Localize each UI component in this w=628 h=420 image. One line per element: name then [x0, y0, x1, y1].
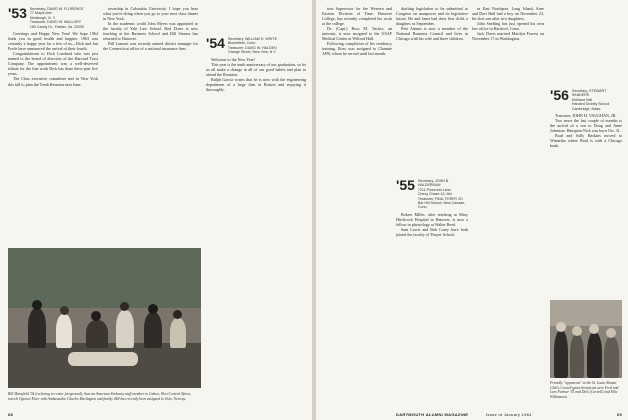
- class-header-1955: [396, 178, 468, 210]
- class-notes-text: in East Northport, Long Island, Arne and Dort Hall had a boy on November 23, his first son after two daughters. John Snelling has just opened his own law office in Hartford, Conn. Jack Davis married Marilyn Forrest on November 17 in Washington.: [472, 6, 544, 42]
- class-notes-column-1: [322, 6, 392, 406]
- class-notes-column-2: [103, 6, 198, 246]
- class-header-1954: [206, 36, 306, 55]
- class-1956-column: [550, 88, 622, 298]
- class-officers: Secretary, DAVID W. FLORENCE 77 Maple Ave. Newburgh, N. Y. Treasurer, DAVID W. MALLORY 169 Candy Dr., Fairfax, Va. 22030: [29, 7, 84, 29]
- class-officers: Secretary, JOHN B. HALDERMAN 7211 Pinecrest Lane Chevy Chase 15, Md. Treasurer, PAUL FERRY 2D Bar Hill School, New Canaan, Conn.: [417, 179, 466, 210]
- magazine-title-footer: DARTMOUTH ALUMNI MAGAZINE: [396, 412, 469, 417]
- class-notes-text: drafting legislation to be submitted to Congress on manpower and its legislative future. He and Janet had their first child, a daughter, in September. Pete Adams is now a member of the National Business Council and lives in Chicago with his wife and three children.: [396, 6, 468, 42]
- class-year: '54: [206, 35, 225, 51]
- photo-caption: Bill Mansfield '54 (reclining in center foreground), then an American Embassy staff member in Gabon, West Central Africa, travels Ogooué River with Ambassador Charles Darlington and family. Bill has recently been assigned to Oslo, Norway.: [8, 392, 191, 401]
- left-page: [0, 0, 312, 420]
- class-1955-column: [396, 178, 468, 403]
- river-boat-photo: [8, 248, 201, 388]
- page-number-right: 69: [616, 412, 622, 417]
- class-notes-text: Welcome to the New Year! This year is the tenth anniversary of our graduation, so let us all make a change in all of our good habits and plan to attend the Reunion. Ralph Garcia writes that he is now with the engineering department of a large firm in Boston and enjoying it thoroughly.: [206, 56, 306, 92]
- class-year: '53: [8, 6, 27, 21]
- class-year: '56: [550, 88, 569, 103]
- class-officers: Secretary, STEWART SANDERS Kirkland Hall Harvard Divinity School Cambridge, Mass.: [571, 89, 610, 111]
- class-1954-column: [206, 6, 306, 401]
- class-notes-text: Treasurer, JOHN H. VAUGHAN, JR. Two news the last couple of months is the arrival of a son to Doug and Anne Johnston. Hampton Nick was born Oct. 31. Brad and Sally Haskins moved to Winnetka where Brad is with a Chicago bank.: [550, 113, 622, 149]
- photo-caption: Friendly "opponents" at the St. Louis Alumni Club's Cornell game broadcast were Fred and Lars Farmer '55 and Dick (Cornell) and Ellie Williamson.: [550, 381, 619, 399]
- page-number-left: 68: [8, 412, 14, 417]
- class-notes-text: Robert Miller, after teaching at Mary Hitchcock Hospital in Hanover, is now a fellow in physiology at Walter Reed. Sam Lewis and Bob Carey have both joined the faculty of Thayer School.: [396, 211, 468, 238]
- class-1953-column: [8, 6, 98, 246]
- issue-date-footer: Issue of January 1964: [486, 412, 532, 417]
- class-header-1956: [550, 88, 622, 111]
- class-notes-column-3: [472, 6, 544, 406]
- class-notes-text: tion Supervisor for the Western and Eastern Division of Time, Hanover College, has recently completed his work at the college. Dr. (Capt.) Ross M. Tucker, an internist, is now assigned to the USAF Medical Center at Wilford Hall. Following completion of his residency training, Ross was assigned to Chanute AFB, where he served until last month.: [322, 6, 392, 57]
- class-notes-text: township in Columbia University. I hope you hear what you're doing when you go to your next class dinner in New York. In the academic world John Myers was appointed to the faculty of Yale Law School. Rod Doerr is now teaching at the Business School and Bill Strauss has returned to Hanover. Bill Lamont was recently named district manager for the Connecticut office of a national insurance firm.: [103, 6, 198, 52]
- right-page: [316, 0, 628, 420]
- class-notes-text: Greetings and Happy New Year! We hope 1964 finds you in good health and happier. 1963 was certainly a happy year for a few of us—Dick and Jan Poole have announced the arrival of their fourth. Congratulations to Dick Lombard who was just named to the board of directors of the Harvard Trust Company. The appointment was a well-deserved tribute for the fine work Dick has done these past five years. The Class executive committee met in New York this fall to plan the Tenth Reunion next June.: [8, 31, 98, 87]
- alumni-group-photo: [550, 300, 622, 378]
- class-notes-column-2: [396, 6, 468, 176]
- class-officers: Secretary, WILLIAM H. WHITE Bloomfield, Conn. Treasurer, DAVID W. HALDEN Orange Street, New York, N.Y.: [227, 37, 277, 55]
- class-header-1953: [8, 6, 98, 29]
- class-year: '55: [396, 178, 415, 193]
